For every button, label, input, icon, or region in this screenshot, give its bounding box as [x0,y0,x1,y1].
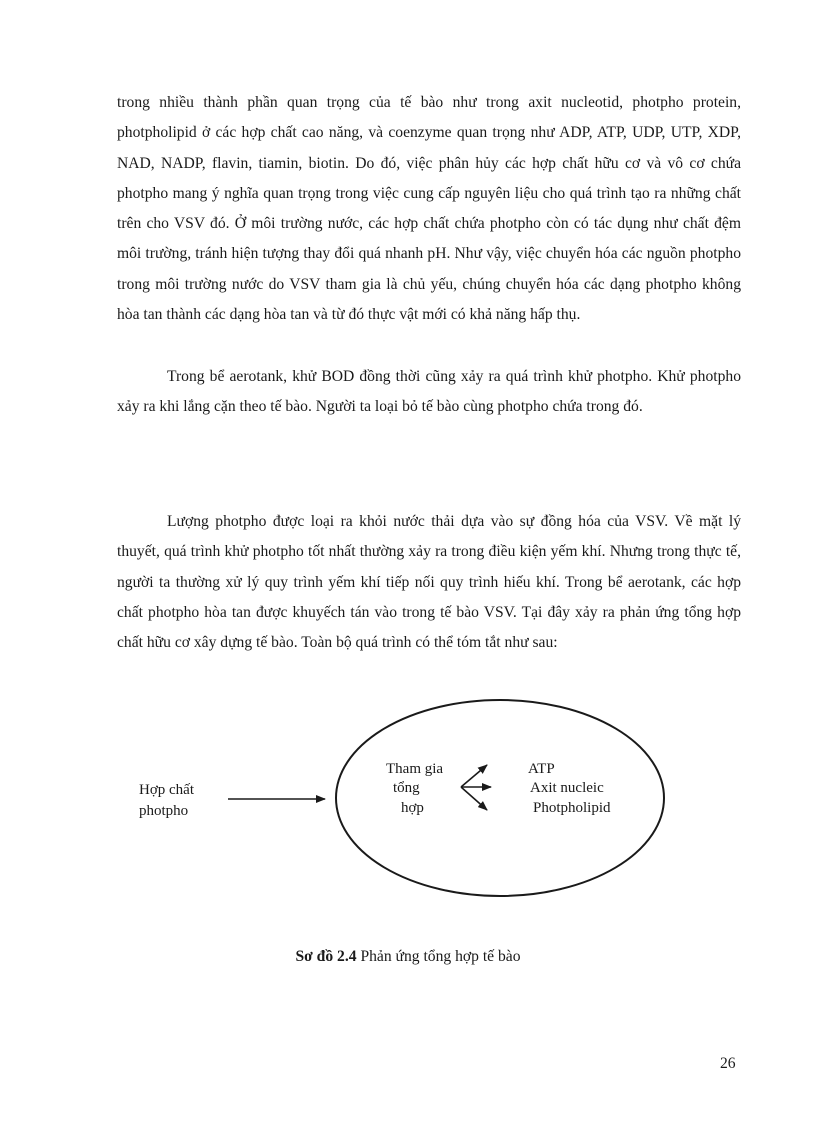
paragraph-2: Trong bể aerotank, khử BOD đồng thời cũng xảy ra quá trình khử photpho. Khử photpho xảy ra khi lắng cặn theo tế bào. Người ta loại bỏ tế bào cùng photpho chứa trong đó. [117,368,741,416]
branch-arrow-up [461,765,487,787]
branch-arrow-down [461,787,487,810]
figure-caption [0,948,816,966]
product-axit-nucleic: Axit nucleic [530,780,604,796]
caption-text: Phản ứng tổng hợp tế bào [356,948,521,965]
cell-ellipse [336,700,664,896]
product-atp: ATP [528,761,555,777]
process-label-line1: Tham gia [386,761,444,777]
product-photpholipid: Photpholipid [533,800,611,816]
process-label-line2: tổng [393,780,420,796]
input-label-line2: photpho [139,803,189,819]
paragraph-1: trong nhiều thành phần quan trọng của tế bào như trong axit nucleotid, photpho protein, photpholipid ở các hợp chất cao năng, và coenzyme quan trọng như ADP, ATP, UDP, UTP, XDP, NAD, NADP, flavin, tiamin, biotin. Do đó, việc phân hủy các hợp chất hữu cơ và vô cơ chứa photpho mang ý nghĩa quan trọng trong việc cung cấp nguyên liệu cho quá trình tạo ra những chất trên cho VSV đó. Ở môi trường nước, các hợp chất chứa photpho còn có tác dụng như chất đệm môi trường, tránh hiện tượng thay đổi quá nhanh pH. Như vậy, việc chuyển hóa các nguồn photpho trong môi trường nước do VSV tham gia là chủ yếu, chúng chuyển hóa các dạng photpho không hòa tan thành các dạng hòa tan và từ đó thực vật mới có khả năng hấp thụ. [117,94,741,324]
paragraph-3: Lượng photpho được loại ra khỏi nước thải dựa vào sự đồng hóa của VSV. Về mặt lý thuyết, quá trình khử photpho tốt nhất thường xảy ra trong điều kiện yếm khí. Nhưng trong thực tế, người ta thường xử lý quy trình yếm khí tiếp nối quy trình hiếu khí. Trong bể aerotank, các hợp chất photpho hòa tan được khuyếch tán vào trong tế bào VSV. Tại đây xảy ra phản ứng tổng hợp chất hữu cơ xây dựng tế bào. Toàn bộ quá trình có thể tóm tắt như sau: [117,513,741,652]
page-number: 26 [720,1055,736,1072]
input-label-line1: Hợp chất [139,782,194,798]
process-label-line3: hợp [401,800,424,816]
caption-label: Sơ đồ 2.4 [295,948,357,965]
